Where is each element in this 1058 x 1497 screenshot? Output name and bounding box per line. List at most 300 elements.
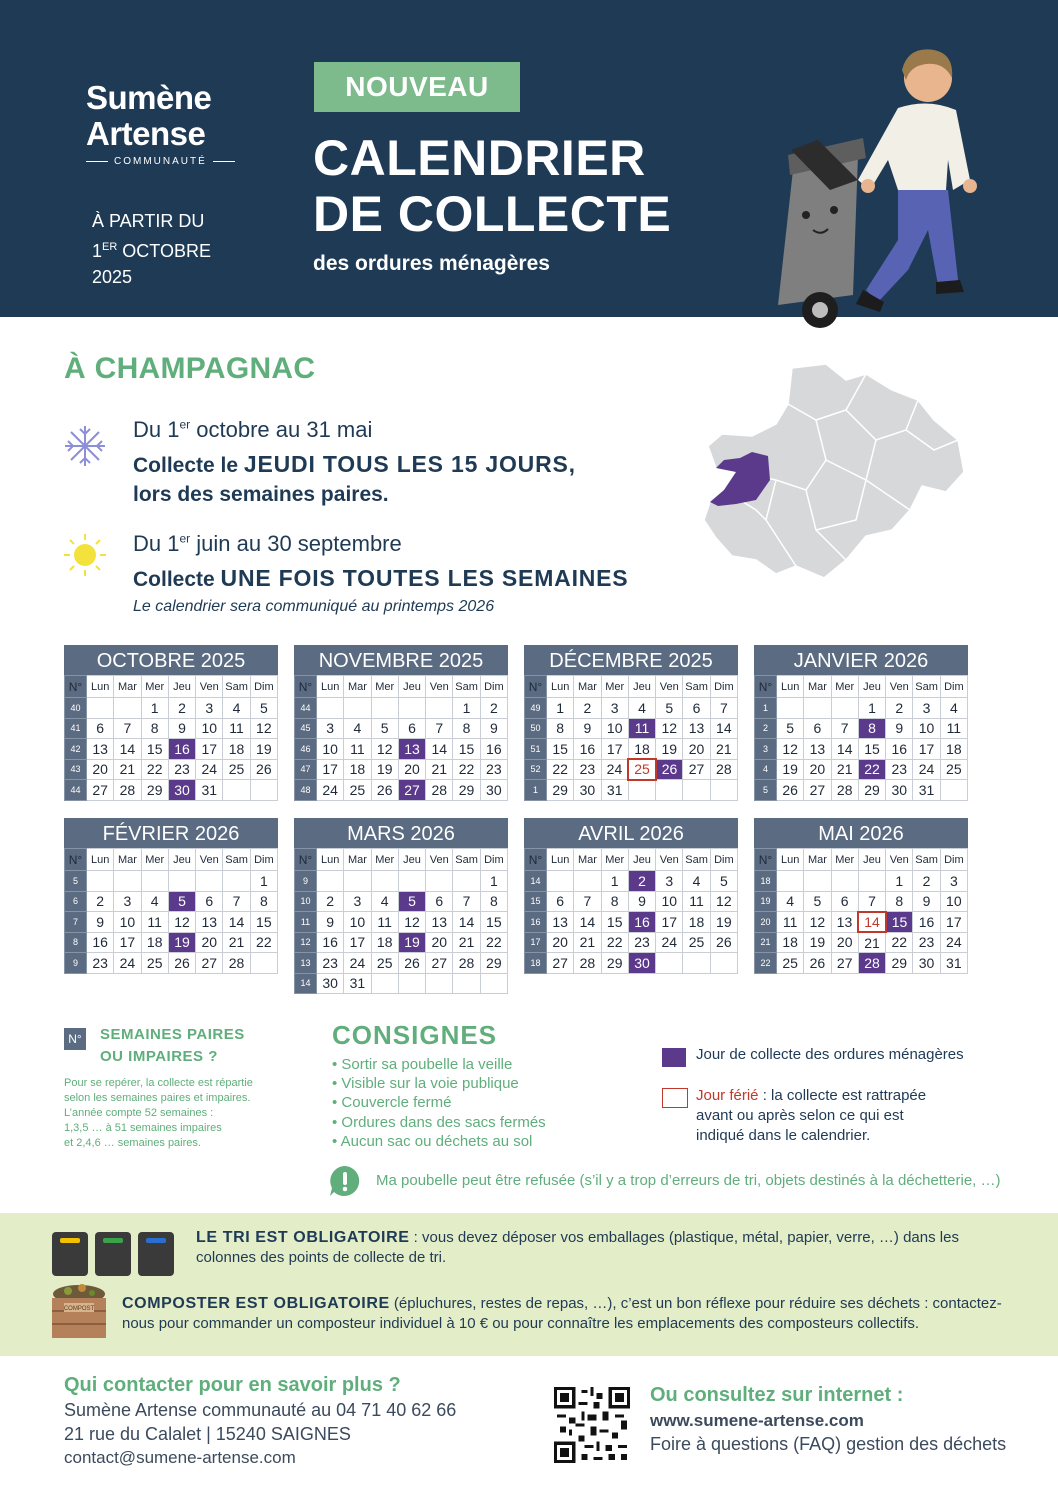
- day-cell: 18: [223, 739, 250, 760]
- day-cell: 13: [683, 718, 710, 739]
- week-number: 47: [295, 759, 317, 780]
- day-cell: 8: [480, 891, 507, 912]
- week-row: [525, 718, 738, 739]
- winter-rule: Collecte le JEUDI TOUS LES 15 JOURS,: [133, 451, 576, 477]
- day-header: Lun: [317, 849, 344, 871]
- week-row: [755, 871, 968, 892]
- day-cell: 1: [453, 698, 480, 719]
- week-row: [295, 739, 508, 760]
- day-cell: 20: [196, 932, 223, 953]
- day-cell: [804, 871, 831, 892]
- month-title: NOVEMBRE 2025: [294, 645, 508, 675]
- day-cell: 25: [141, 953, 168, 974]
- day-cell: 12: [371, 739, 398, 760]
- month-calendar: [64, 645, 278, 801]
- day-cell: [453, 871, 480, 892]
- collection-day-cell: 19: [398, 932, 425, 953]
- day-header: Mar: [804, 849, 831, 871]
- list-item: • Aucun sac ou déchets au sol: [332, 1132, 546, 1151]
- week-row: [525, 871, 738, 892]
- week-number: 6: [65, 891, 87, 912]
- day-cell: 6: [683, 698, 710, 719]
- day-cell: 27: [831, 953, 858, 974]
- day-cell: 2: [886, 698, 913, 719]
- month-table: [754, 675, 968, 801]
- day-cell: 29: [453, 780, 480, 801]
- day-cell: 12: [250, 718, 277, 739]
- person-with-bin-illustration: [758, 40, 988, 330]
- day-cell: 27: [426, 953, 453, 974]
- week-number-header: N°: [295, 849, 317, 871]
- week-number: 3: [755, 739, 777, 760]
- month-title: MARS 2026: [294, 818, 508, 848]
- day-header-row: [525, 849, 738, 871]
- legend-holiday-swatch: [662, 1088, 688, 1108]
- day-cell: 30: [574, 780, 601, 801]
- day-cell: [628, 780, 655, 801]
- day-cell: 26: [710, 932, 737, 953]
- week-number-box: N°: [64, 1028, 86, 1050]
- day-cell: 23: [480, 759, 507, 780]
- week-row: [755, 912, 968, 933]
- collection-day-cell: 28: [858, 953, 885, 974]
- day-cell: 15: [858, 739, 885, 760]
- day-header: Sam: [683, 849, 710, 871]
- collection-day-cell: 5: [398, 891, 425, 912]
- collection-day-cell: 16: [168, 739, 195, 760]
- day-cell: 8: [547, 718, 574, 739]
- week-number-header: N°: [295, 676, 317, 698]
- day-header: Ven: [426, 676, 453, 698]
- day-header: Mar: [344, 849, 371, 871]
- day-cell: 23: [317, 953, 344, 974]
- day-cell: [426, 871, 453, 892]
- day-header: Ven: [886, 849, 913, 871]
- day-cell: [250, 953, 277, 974]
- week-row: [65, 871, 278, 892]
- day-header: Mar: [804, 676, 831, 698]
- day-header: Mar: [114, 849, 141, 871]
- start-date: À PARTIR DU 1ER OCTOBRE 2025: [92, 211, 211, 287]
- day-header: Jeu: [168, 676, 195, 698]
- day-cell: 24: [601, 759, 628, 780]
- day-cell: [87, 698, 114, 719]
- week-row: [65, 759, 278, 780]
- week-number: 21: [755, 932, 777, 953]
- day-cell: 15: [141, 739, 168, 760]
- month-title: JANVIER 2026: [754, 645, 968, 675]
- day-cell: 14: [453, 912, 480, 933]
- day-cell: [196, 871, 223, 892]
- week-row: [65, 698, 278, 719]
- day-cell: [250, 780, 277, 801]
- day-cell: 2: [480, 698, 507, 719]
- day-cell: 16: [87, 932, 114, 953]
- day-cell: 2: [168, 698, 195, 719]
- day-cell: 22: [453, 759, 480, 780]
- day-cell: 28: [710, 759, 737, 780]
- week-row: [755, 698, 968, 719]
- day-cell: 24: [114, 953, 141, 974]
- day-cell: 3: [940, 871, 967, 892]
- week-number: 14: [295, 973, 317, 994]
- day-cell: 19: [777, 759, 804, 780]
- day-cell: 9: [480, 718, 507, 739]
- week-number: 2: [755, 718, 777, 739]
- day-cell: 31: [913, 780, 940, 801]
- day-cell: [683, 953, 710, 974]
- holiday-day-cell: 14: [858, 912, 885, 933]
- day-header-row: [65, 676, 278, 698]
- day-cell: 29: [886, 953, 913, 974]
- week-row: [295, 759, 508, 780]
- day-cell: 21: [831, 759, 858, 780]
- day-cell: 7: [710, 698, 737, 719]
- month-title: AVRIL 2026: [524, 818, 738, 848]
- week-number: 40: [65, 698, 87, 719]
- month-calendar: [524, 645, 738, 801]
- day-cell: 10: [913, 718, 940, 739]
- day-cell: 6: [547, 891, 574, 912]
- day-cell: [710, 953, 737, 974]
- month-calendar: [294, 818, 508, 994]
- day-cell: 4: [371, 891, 398, 912]
- day-header-row: [295, 676, 508, 698]
- day-cell: 4: [683, 871, 710, 892]
- month-title: FÉVRIER 2026: [64, 818, 278, 848]
- day-header: Mer: [141, 849, 168, 871]
- day-cell: 15: [601, 912, 628, 933]
- collection-day-cell: 11: [628, 718, 655, 739]
- day-cell: 1: [141, 698, 168, 719]
- day-cell: 14: [114, 739, 141, 760]
- week-number: 48: [295, 780, 317, 801]
- day-cell: 14: [426, 739, 453, 760]
- day-header: Ven: [886, 676, 913, 698]
- day-cell: [858, 871, 885, 892]
- title-line2: DE COLLECTE: [313, 186, 672, 242]
- day-cell: [656, 780, 683, 801]
- day-header: Dim: [480, 676, 507, 698]
- day-cell: 29: [858, 780, 885, 801]
- day-header-row: [755, 849, 968, 871]
- day-header: Mer: [371, 676, 398, 698]
- day-header-row: [65, 849, 278, 871]
- contact-address: 21 rue du Calalet | 15240 SAIGNES: [64, 1424, 351, 1444]
- snowflake-icon: [62, 423, 108, 469]
- week-row: [525, 780, 738, 801]
- day-cell: 11: [777, 912, 804, 933]
- day-cell: 13: [426, 912, 453, 933]
- day-cell: 10: [196, 718, 223, 739]
- day-header: Dim: [250, 849, 277, 871]
- day-cell: [480, 973, 507, 994]
- consignes-title: CONSIGNES: [332, 1020, 498, 1050]
- day-cell: 22: [886, 932, 913, 953]
- logo-line3: COMMUNAUTÉ: [86, 156, 235, 167]
- day-cell: 24: [317, 780, 344, 801]
- week-number: 18: [525, 953, 547, 974]
- day-cell: 27: [547, 953, 574, 974]
- list-item: • Visible sur la voie publique: [332, 1074, 546, 1093]
- day-cell: 17: [913, 739, 940, 760]
- day-header: Ven: [196, 849, 223, 871]
- day-cell: 25: [344, 780, 371, 801]
- week-number: 9: [65, 953, 87, 974]
- day-cell: [344, 871, 371, 892]
- day-cell: 7: [831, 718, 858, 739]
- day-cell: 21: [223, 932, 250, 953]
- day-cell: 5: [656, 698, 683, 719]
- summer-period: Du 1er juin au 30 septembre: [133, 531, 402, 556]
- winter-period: Du 1er octobre au 31 mai: [133, 417, 373, 442]
- collection-day-cell: 15: [886, 912, 913, 933]
- day-cell: 13: [87, 739, 114, 760]
- day-cell: 16: [886, 739, 913, 760]
- day-header: Dim: [710, 676, 737, 698]
- day-cell: 20: [804, 759, 831, 780]
- day-cell: 14: [710, 718, 737, 739]
- day-cell: 25: [223, 759, 250, 780]
- collection-day-cell: 8: [858, 718, 885, 739]
- day-cell: [371, 973, 398, 994]
- day-cell: 6: [398, 718, 425, 739]
- day-cell: 8: [141, 718, 168, 739]
- day-header: Jeu: [628, 849, 655, 871]
- week-number: 49: [525, 698, 547, 719]
- day-cell: 30: [913, 953, 940, 974]
- day-header: Mer: [371, 849, 398, 871]
- day-cell: 8: [886, 891, 913, 912]
- day-cell: 18: [777, 932, 804, 953]
- holiday-day-cell: 25: [628, 759, 655, 780]
- day-cell: 20: [398, 759, 425, 780]
- day-header-row: [755, 676, 968, 698]
- day-cell: 22: [601, 932, 628, 953]
- day-cell: 27: [196, 953, 223, 974]
- collection-day-cell: 5: [168, 891, 195, 912]
- day-cell: 8: [250, 891, 277, 912]
- day-cell: 16: [574, 739, 601, 760]
- day-cell: 3: [913, 698, 940, 719]
- week-number: 16: [525, 912, 547, 933]
- week-number-header: N°: [65, 676, 87, 698]
- day-cell: [371, 698, 398, 719]
- header-banner: [0, 0, 1058, 317]
- week-row: [295, 871, 508, 892]
- week-number: 7: [65, 912, 87, 933]
- day-cell: 23: [628, 932, 655, 953]
- week-row: [65, 912, 278, 933]
- month-calendar: [754, 818, 968, 974]
- day-cell: [710, 780, 737, 801]
- week-number: 46: [295, 739, 317, 760]
- day-cell: 9: [886, 718, 913, 739]
- week-row: [755, 953, 968, 974]
- day-header: Jeu: [628, 676, 655, 698]
- day-cell: 19: [250, 739, 277, 760]
- day-header: Sam: [453, 849, 480, 871]
- day-header: Dim: [940, 849, 967, 871]
- day-cell: 6: [87, 718, 114, 739]
- day-cell: 20: [426, 932, 453, 953]
- week-row: [295, 698, 508, 719]
- contact-email[interactable]: contact@sumene-artense.com: [64, 1448, 296, 1467]
- day-cell: [168, 871, 195, 892]
- territory-map: [696, 360, 968, 582]
- day-cell: 20: [831, 932, 858, 953]
- summer-rule: Collecte UNE FOIS TOUTES LES SEMAINES: [133, 565, 629, 591]
- month-calendar: [294, 645, 508, 801]
- day-header: Jeu: [858, 849, 885, 871]
- day-header: Ven: [656, 849, 683, 871]
- sorting-bins-icon: [48, 1226, 178, 1278]
- day-cell: [114, 871, 141, 892]
- week-row: [295, 780, 508, 801]
- logo-line1: Sumène: [86, 79, 212, 116]
- day-cell: 24: [940, 932, 967, 953]
- legend-collect-swatch: [662, 1048, 686, 1067]
- day-header: Dim: [710, 849, 737, 871]
- week-number: 51: [525, 739, 547, 760]
- day-cell: 31: [940, 953, 967, 974]
- day-cell: 4: [628, 698, 655, 719]
- qr-code[interactable]: [554, 1387, 630, 1463]
- week-number-header: N°: [755, 849, 777, 871]
- day-header: Mer: [831, 849, 858, 871]
- day-cell: 29: [601, 953, 628, 974]
- day-cell: 10: [344, 912, 371, 933]
- day-header: Mer: [601, 849, 628, 871]
- day-cell: 26: [168, 953, 195, 974]
- day-cell: 12: [777, 739, 804, 760]
- day-cell: 23: [886, 759, 913, 780]
- month-table: [524, 675, 738, 801]
- week-number: 44: [65, 780, 87, 801]
- day-cell: 30: [480, 780, 507, 801]
- day-cell: 28: [223, 953, 250, 974]
- day-cell: 4: [223, 698, 250, 719]
- title-line1: CALENDRIER: [313, 130, 646, 186]
- day-cell: 21: [453, 932, 480, 953]
- week-number: 15: [525, 891, 547, 912]
- day-cell: 7: [114, 718, 141, 739]
- day-cell: 17: [114, 932, 141, 953]
- website-link[interactable]: www.sumene-artense.com: [650, 1411, 864, 1430]
- contact-phone: Sumène Artense communauté au 04 71 40 62 66: [64, 1400, 457, 1420]
- week-number: 20: [755, 912, 777, 933]
- contact-title: Qui contacter pour en savoir plus ?: [64, 1374, 401, 1396]
- day-cell: 19: [804, 932, 831, 953]
- consignes-list: [332, 1055, 546, 1151]
- day-header: Mer: [141, 676, 168, 698]
- collection-day-cell: 26: [656, 759, 683, 780]
- day-header: Mer: [601, 676, 628, 698]
- day-cell: 24: [656, 932, 683, 953]
- day-cell: [804, 698, 831, 719]
- day-cell: [453, 973, 480, 994]
- day-cell: 23: [913, 932, 940, 953]
- week-row: [65, 718, 278, 739]
- day-cell: 29: [480, 953, 507, 974]
- legend-holiday-label: Jour férié : la collecte est rattrapée avant ou après selon ce qui est indiqué dans le calendrier.: [696, 1087, 927, 1144]
- day-cell: 7: [453, 891, 480, 912]
- day-cell: 13: [804, 739, 831, 760]
- day-cell: 9: [168, 718, 195, 739]
- week-number: 4: [755, 759, 777, 780]
- day-cell: 28: [114, 780, 141, 801]
- day-cell: 17: [196, 739, 223, 760]
- day-header: Sam: [683, 676, 710, 698]
- week-row: [65, 932, 278, 953]
- month-calendar: [64, 818, 278, 974]
- month-title: OCTOBRE 2025: [64, 645, 278, 675]
- week-number: 52: [525, 759, 547, 780]
- day-cell: 18: [940, 739, 967, 760]
- week-number: 18: [755, 871, 777, 892]
- day-cell: 3: [656, 871, 683, 892]
- month-calendar: [524, 818, 738, 974]
- week-row: [525, 891, 738, 912]
- day-cell: 18: [344, 759, 371, 780]
- day-cell: 9: [574, 718, 601, 739]
- day-cell: 2: [87, 891, 114, 912]
- week-number: 12: [295, 932, 317, 953]
- week-row: [65, 739, 278, 760]
- day-cell: 28: [453, 953, 480, 974]
- day-cell: 29: [141, 780, 168, 801]
- day-cell: 26: [398, 953, 425, 974]
- day-cell: 3: [601, 698, 628, 719]
- day-cell: 30: [886, 780, 913, 801]
- day-cell: [87, 871, 114, 892]
- day-cell: 10: [656, 891, 683, 912]
- day-cell: 31: [601, 780, 628, 801]
- list-item: • Ordures dans des sacs fermés: [332, 1113, 546, 1132]
- week-number: 43: [65, 759, 87, 780]
- day-cell: 5: [710, 871, 737, 892]
- day-cell: 20: [87, 759, 114, 780]
- faq-link[interactable]: Foire à questions (FAQ) gestion des déchets: [650, 1434, 1007, 1454]
- day-cell: 30: [317, 973, 344, 994]
- day-cell: 11: [940, 718, 967, 739]
- svg-text:COMPOST: COMPOST: [63, 1306, 95, 1312]
- web-title: Ou consultez sur internet :: [650, 1384, 904, 1406]
- day-cell: 22: [547, 759, 574, 780]
- day-header: Jeu: [858, 676, 885, 698]
- collection-day-cell: 30: [628, 953, 655, 974]
- collection-day-cell: 13: [398, 739, 425, 760]
- day-header: Lun: [777, 676, 804, 698]
- week-row: [295, 973, 508, 994]
- composting-obligation: COMPOSTER EST OBLIGATOIRE (épluchures, restes de repas, …), c’est un bon réflexe pour réduire ses déchets : contactez-nous pour commander un composteur individuel à 10 € ou pour connaître les emplacements des composteurs collectifs.: [122, 1295, 1002, 1332]
- weeks-info-text: Pour se repérer, la collecte est répartie selon les semaines paires et impaires. L’année compte 52 semaines : 1,3,5 … à 51 semaines impaires et 2,4,6 … semaines paires.: [64, 1077, 253, 1149]
- week-row: [525, 932, 738, 953]
- day-cell: [223, 871, 250, 892]
- day-cell: 21: [858, 932, 885, 953]
- day-cell: 25: [683, 932, 710, 953]
- day-cell: 10: [114, 912, 141, 933]
- day-header: Ven: [656, 676, 683, 698]
- day-header: Sam: [223, 676, 250, 698]
- day-cell: [344, 698, 371, 719]
- day-header: Jeu: [168, 849, 195, 871]
- week-number: 42: [65, 739, 87, 760]
- day-cell: 4: [777, 891, 804, 912]
- new-badge: NOUVEAU: [314, 62, 520, 112]
- day-cell: 11: [683, 891, 710, 912]
- day-cell: 11: [141, 912, 168, 933]
